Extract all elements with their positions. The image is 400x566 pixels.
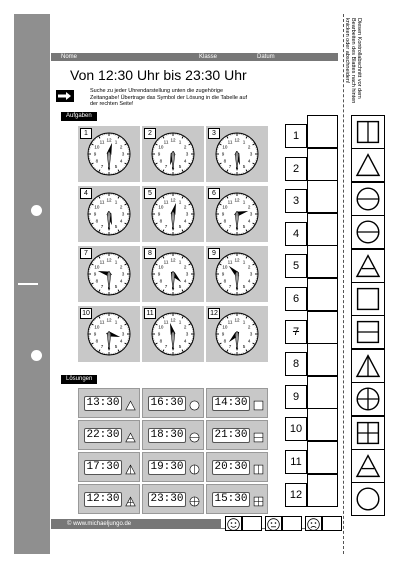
svg-text:3: 3	[249, 331, 253, 337]
svg-text:1: 1	[178, 259, 182, 265]
control-answer	[351, 182, 385, 216]
svg-text:12: 12	[234, 257, 240, 263]
svg-text:2: 2	[119, 144, 123, 150]
svg-text:4: 4	[247, 338, 251, 344]
clock-task	[142, 126, 204, 182]
solution-time: 19:30	[148, 460, 186, 475]
svg-text:1: 1	[242, 319, 246, 325]
svg-text:3: 3	[249, 151, 253, 157]
control-answer	[351, 115, 385, 149]
clock-task	[78, 246, 140, 302]
square-icon	[253, 398, 264, 416]
clock-task	[78, 186, 140, 242]
svg-text:9: 9	[93, 151, 97, 157]
svg-text:12: 12	[106, 197, 112, 203]
clock-face	[214, 251, 260, 297]
circle-icon	[189, 398, 200, 416]
svg-text:4: 4	[119, 278, 123, 284]
svg-text:5: 5	[242, 223, 246, 229]
svg-text:4: 4	[183, 338, 187, 344]
svg-text:5: 5	[114, 163, 118, 169]
clock-number: 2	[144, 128, 156, 139]
svg-text:1: 1	[242, 199, 246, 205]
svg-text:8: 8	[95, 278, 99, 284]
svg-text:5: 5	[178, 283, 182, 289]
svg-text:3: 3	[185, 331, 189, 337]
svg-text:8: 8	[223, 338, 227, 344]
svg-text:10: 10	[94, 264, 100, 270]
svg-text:11: 11	[99, 139, 105, 145]
answer-field[interactable]	[307, 376, 338, 409]
answer-number: 1	[285, 124, 307, 148]
svg-text:11: 11	[99, 319, 105, 325]
answer-field[interactable]	[307, 180, 338, 213]
svg-text:5: 5	[242, 163, 246, 169]
svg-text:3: 3	[121, 151, 125, 157]
answer-number: 4	[285, 222, 307, 246]
clock-number: 7	[80, 248, 92, 259]
svg-text:12: 12	[170, 137, 176, 143]
footer-bar	[51, 519, 221, 529]
control-answer	[351, 382, 385, 416]
clock-task	[206, 246, 268, 302]
svg-text:4: 4	[183, 278, 187, 284]
svg-text:3: 3	[249, 271, 253, 277]
answer-number: 10	[285, 417, 307, 441]
svg-text:10: 10	[158, 144, 164, 150]
sad-face-icon	[305, 516, 322, 531]
svg-text:9: 9	[93, 211, 97, 217]
solution-option	[142, 484, 204, 514]
answer-field[interactable]	[307, 474, 338, 507]
svg-text:5: 5	[242, 283, 246, 289]
clock-task	[206, 186, 268, 242]
solution-time: 23:30	[148, 492, 186, 507]
answer-field[interactable]	[307, 343, 338, 376]
svg-text:10: 10	[222, 264, 228, 270]
clock-number: 4	[80, 188, 92, 199]
solution-time: 17:30	[84, 460, 122, 475]
triangle-vline-icon	[125, 462, 136, 480]
solution-option	[142, 388, 204, 418]
svg-text:1: 1	[178, 199, 182, 205]
svg-text:12: 12	[106, 257, 112, 263]
solution-option	[142, 420, 204, 450]
clock-task	[142, 306, 204, 362]
solution-time: 12:30	[84, 492, 122, 507]
solution-time: 15:30	[212, 492, 250, 507]
svg-text:1: 1	[114, 199, 118, 205]
svg-text:5: 5	[114, 283, 118, 289]
svg-text:2: 2	[247, 264, 251, 270]
svg-text:1: 1	[242, 139, 246, 145]
solution-option	[78, 388, 140, 418]
svg-text:2: 2	[119, 204, 123, 210]
copyright-text: © www.michaeljungo.de	[67, 521, 132, 527]
triangle-line-icon	[125, 430, 136, 448]
svg-text:12: 12	[106, 317, 112, 323]
answer-field[interactable]	[307, 408, 338, 441]
svg-text:9: 9	[93, 271, 97, 277]
rating-box[interactable]	[282, 516, 302, 531]
svg-text:10: 10	[158, 204, 164, 210]
clock-task	[206, 126, 268, 182]
control-answer	[351, 349, 385, 383]
answer-field[interactable]	[307, 213, 338, 246]
svg-text:10: 10	[94, 204, 100, 210]
svg-text:1: 1	[114, 319, 118, 325]
svg-text:10: 10	[94, 324, 100, 330]
svg-text:8: 8	[95, 338, 99, 344]
punch-hole	[31, 350, 42, 361]
clock-task	[142, 246, 204, 302]
solution-option	[78, 420, 140, 450]
tasks-heading: Aufgaben	[61, 112, 97, 121]
clock-number: 3	[208, 128, 220, 139]
svg-text:11: 11	[227, 259, 233, 265]
clock-face	[214, 191, 260, 237]
answer-field[interactable]	[307, 148, 338, 181]
clock-task	[142, 186, 204, 242]
svg-text:9: 9	[157, 211, 161, 217]
clock-number: 8	[144, 248, 156, 259]
svg-text:10: 10	[158, 264, 164, 270]
svg-text:11: 11	[227, 199, 233, 205]
solution-time: 18:30	[148, 428, 186, 443]
class-label: Klasse	[199, 54, 218, 60]
svg-text:5: 5	[114, 343, 118, 349]
svg-text:1: 1	[114, 139, 118, 145]
svg-text:5: 5	[178, 343, 182, 349]
clock-number: 12	[208, 308, 220, 319]
svg-text:8: 8	[223, 158, 227, 164]
answer-number: 9	[285, 385, 307, 409]
answer-number: 7	[285, 320, 307, 344]
clock-face	[150, 191, 196, 237]
date-label: Datum	[257, 54, 275, 60]
svg-text:9: 9	[93, 331, 97, 337]
svg-text:3: 3	[185, 271, 189, 277]
svg-text:2: 2	[183, 324, 187, 330]
svg-text:4: 4	[119, 218, 123, 224]
svg-text:4: 4	[183, 218, 187, 224]
instruction-text: Suche zu jeder Uhrendarstellung unten die zugehörige Zeitangabe! Übertrage das Symbol der Lösung in die Tabelle auf der rechten Seite!	[90, 88, 248, 108]
svg-text:12: 12	[234, 197, 240, 203]
svg-text:12: 12	[170, 197, 176, 203]
svg-text:4: 4	[119, 158, 123, 164]
svg-text:8: 8	[95, 158, 99, 164]
svg-text:7: 7	[100, 343, 104, 349]
answer-field[interactable]	[307, 115, 338, 148]
neutral-face-icon	[265, 516, 282, 531]
svg-text:8: 8	[159, 278, 163, 284]
clock-face	[86, 191, 132, 237]
svg-text:2: 2	[247, 144, 251, 150]
answer-number: 12	[285, 483, 307, 507]
svg-text:7: 7	[164, 223, 168, 229]
square-cross-icon	[253, 494, 264, 512]
solution-time: 21:30	[212, 428, 250, 443]
circle-line-icon	[189, 430, 200, 448]
punch-hole	[31, 205, 42, 216]
svg-text:1: 1	[242, 259, 246, 265]
clock-number: 6	[208, 188, 220, 199]
svg-text:12: 12	[234, 317, 240, 323]
svg-text:7: 7	[100, 283, 104, 289]
svg-text:8: 8	[159, 158, 163, 164]
svg-text:1: 1	[114, 259, 118, 265]
clock-face	[214, 131, 260, 177]
clock-task	[78, 306, 140, 362]
svg-text:9: 9	[221, 151, 225, 157]
solution-option	[78, 452, 140, 482]
svg-text:2: 2	[183, 204, 187, 210]
answer-number: 8	[285, 352, 307, 376]
svg-text:3: 3	[185, 151, 189, 157]
square-line-icon	[253, 430, 264, 448]
svg-text:3: 3	[121, 331, 125, 337]
answer-field[interactable]	[307, 278, 338, 311]
solution-option	[206, 420, 268, 450]
circle-cross-icon	[189, 494, 200, 512]
svg-text:9: 9	[221, 331, 225, 337]
svg-text:12: 12	[170, 317, 176, 323]
name-label: Nome	[61, 54, 78, 60]
answer-number: 2	[285, 157, 307, 181]
solution-time: 14:30	[212, 396, 250, 411]
svg-text:7: 7	[228, 283, 232, 289]
clock-face	[86, 131, 132, 177]
svg-text:5: 5	[178, 223, 182, 229]
svg-text:10: 10	[222, 144, 228, 150]
svg-text:9: 9	[157, 271, 161, 277]
clock-task	[78, 126, 140, 182]
svg-text:11: 11	[163, 319, 169, 325]
svg-text:7: 7	[100, 163, 104, 169]
happy-face-icon	[225, 516, 242, 531]
circle-vline-icon	[189, 462, 200, 480]
svg-text:1: 1	[178, 319, 182, 325]
solution-time: 13:30	[84, 396, 122, 411]
solution-option	[142, 452, 204, 482]
svg-text:3: 3	[121, 271, 125, 277]
answer-number: 3	[285, 189, 307, 213]
svg-text:7: 7	[228, 163, 232, 169]
svg-text:12: 12	[106, 137, 112, 143]
svg-text:3: 3	[185, 211, 189, 217]
control-answer	[351, 215, 385, 249]
svg-text:4: 4	[119, 338, 123, 344]
svg-text:7: 7	[100, 223, 104, 229]
svg-text:9: 9	[221, 211, 225, 217]
control-answer	[351, 416, 385, 450]
answer-number: 5	[285, 254, 307, 278]
svg-text:4: 4	[247, 278, 251, 284]
clock-number: 9	[208, 248, 220, 259]
fold-mark	[18, 283, 38, 285]
svg-text:2: 2	[119, 324, 123, 330]
answer-field[interactable]	[307, 245, 338, 278]
solution-option	[206, 388, 268, 418]
svg-text:12: 12	[234, 137, 240, 143]
rating-box[interactable]	[322, 516, 342, 531]
svg-text:5: 5	[114, 223, 118, 229]
page-title: Von 12:30 Uhr bis 23:30 Uhr	[70, 67, 247, 83]
svg-text:7: 7	[228, 343, 232, 349]
svg-text:4: 4	[183, 158, 187, 164]
answer-number: 11	[285, 450, 307, 474]
solution-option	[78, 484, 140, 514]
svg-text:10: 10	[158, 324, 164, 330]
clock-number: 10	[80, 308, 92, 319]
svg-text:7: 7	[164, 343, 168, 349]
header-bar	[51, 53, 338, 61]
solution-time: 22:30	[84, 428, 122, 443]
svg-text:11: 11	[99, 199, 105, 205]
arrow-icon	[56, 90, 74, 102]
svg-text:4: 4	[247, 158, 251, 164]
solution-time: 16:30	[148, 396, 186, 411]
control-answer	[351, 449, 385, 483]
clock-face	[86, 251, 132, 297]
clock-face	[86, 311, 132, 357]
clock-number: 5	[144, 188, 156, 199]
answer-field[interactable]	[307, 441, 338, 474]
svg-text:5: 5	[242, 343, 246, 349]
svg-text:10: 10	[94, 144, 100, 150]
solution-option	[206, 452, 268, 482]
svg-text:8: 8	[159, 218, 163, 224]
clock-number: 1	[80, 128, 92, 139]
svg-text:10: 10	[222, 204, 228, 210]
triangle-icon	[125, 398, 136, 416]
answer-field[interactable]	[307, 311, 338, 344]
svg-text:11: 11	[163, 199, 169, 205]
svg-text:2: 2	[119, 264, 123, 270]
svg-text:9: 9	[157, 151, 161, 157]
svg-text:2: 2	[183, 144, 187, 150]
svg-text:8: 8	[159, 338, 163, 344]
svg-text:9: 9	[157, 331, 161, 337]
svg-text:10: 10	[222, 324, 228, 330]
svg-text:3: 3	[121, 211, 125, 217]
svg-text:2: 2	[247, 324, 251, 330]
svg-text:8: 8	[223, 218, 227, 224]
svg-text:8: 8	[223, 278, 227, 284]
svg-text:8: 8	[95, 218, 99, 224]
clock-face	[150, 251, 196, 297]
svg-text:7: 7	[228, 223, 232, 229]
control-answer	[351, 249, 385, 283]
svg-text:2: 2	[247, 204, 251, 210]
control-note: Diesen Kontrollabschnitt vor dem Bearbeiten des Blattes nach hinten knicken oder abschneiden!	[344, 18, 362, 104]
svg-text:1: 1	[178, 139, 182, 145]
svg-text:11: 11	[227, 319, 233, 325]
control-answer	[351, 282, 385, 316]
clock-task	[206, 306, 268, 362]
svg-text:11: 11	[227, 139, 233, 145]
answer-number: 6	[285, 287, 307, 311]
svg-text:11: 11	[99, 259, 105, 265]
square-vline-icon	[253, 462, 264, 480]
clock-number: 11	[144, 308, 156, 319]
clock-face	[214, 311, 260, 357]
solutions-heading: Lösungen	[61, 375, 97, 384]
solution-time: 20:30	[212, 460, 250, 475]
svg-text:2: 2	[183, 264, 187, 270]
svg-text:12: 12	[170, 257, 176, 263]
solution-option	[206, 484, 268, 514]
rating-box[interactable]	[242, 516, 262, 531]
svg-text:11: 11	[163, 259, 169, 265]
svg-text:7: 7	[164, 283, 168, 289]
svg-text:9: 9	[221, 271, 225, 277]
control-answer	[351, 148, 385, 182]
svg-text:7: 7	[164, 163, 168, 169]
svg-text:11: 11	[163, 139, 169, 145]
clock-face	[150, 311, 196, 357]
control-answer	[351, 315, 385, 349]
triangle-cross-icon	[125, 494, 136, 512]
svg-text:3: 3	[249, 211, 253, 217]
svg-text:5: 5	[178, 163, 182, 169]
svg-text:4: 4	[247, 218, 251, 224]
control-answer	[351, 482, 385, 516]
clock-face	[150, 131, 196, 177]
